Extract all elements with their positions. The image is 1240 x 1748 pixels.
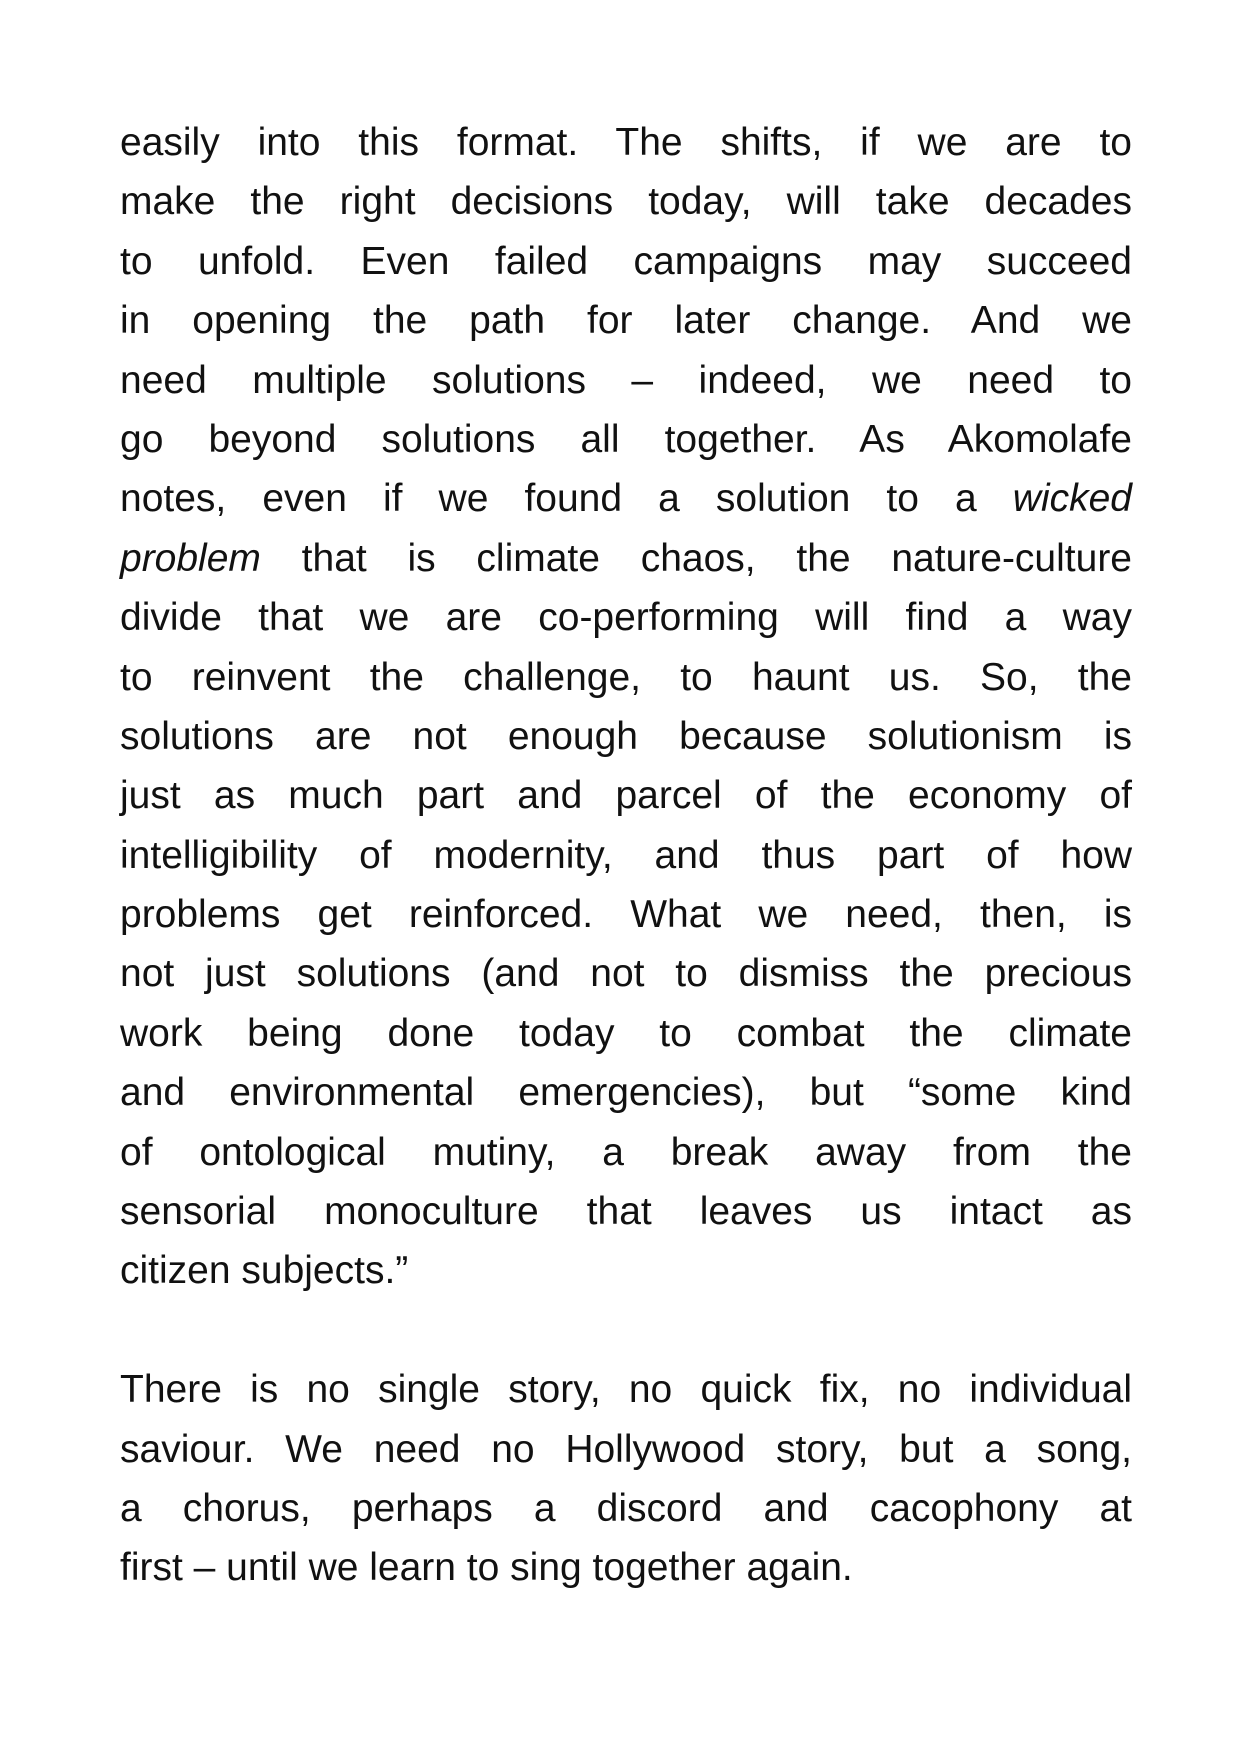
text-line [120,291,1132,350]
body-text [120,113,1132,1598]
text-line [120,1479,1132,1538]
text-line [120,1538,1132,1597]
text-span: in opening the path for later change. And we [120,299,1132,343]
text-span: and environmental emergencies), but “some kind [120,1071,1132,1115]
text-line [120,1360,1132,1419]
text-line [120,1123,1132,1182]
text-span: notes, even if we found a solution to a [120,477,1013,521]
italic-text: problem [120,536,261,580]
text-line [120,172,1132,231]
text-span: intelligibility of modernity, and thus part of how [120,833,1132,877]
text-span: make the right decisions today, will take decades [120,180,1132,224]
text-span: easily into this format. The shifts, if we are to [120,121,1132,164]
text-span: need multiple solutions – indeed, we need to [120,358,1132,402]
text-span: There is no single story, no quick fix, no individual [120,1368,1132,1412]
text-span: not just solutions (and not to dismiss the precious [120,952,1132,996]
text-line [120,588,1132,647]
text-line [120,1420,1132,1479]
text-line [120,648,1132,707]
text-line [120,113,1132,172]
italic-text: wicked [1012,477,1132,521]
text-line [120,707,1132,766]
text-span: divide that we are co-performing will find a way [120,596,1132,640]
text-span: to unfold. Even failed campaigns may succeed [120,239,1132,283]
text-span: go beyond solutions all together. As Akomolafe [120,417,1132,461]
paragraph [120,113,1132,1301]
text-span: to reinvent the challenge, to haunt us. So, the [120,655,1132,699]
text-line [120,1063,1132,1122]
text-line [120,1241,1132,1300]
paragraph [120,1360,1132,1598]
text-line [120,1004,1132,1063]
text-span: saviour. We need no Hollywood story, but a song, [120,1427,1132,1471]
text-span: that is climate chaos, the nature-culture [260,536,1132,580]
text-span: sensorial monoculture that leaves us intact as [120,1190,1132,1234]
text-line [120,826,1132,885]
text-line [120,1182,1132,1241]
text-span: solutions are not enough because solutionism is [120,714,1132,758]
text-line [120,529,1132,588]
paragraph-gap [120,1301,1132,1360]
text-line [120,469,1132,528]
text-span: of ontological mutiny, a break away from the [120,1130,1132,1174]
text-span: problems get reinforced. What we need, then, is [120,893,1132,937]
text-line [120,944,1132,1003]
text-line [120,351,1132,410]
text-span: citizen subjects.” [120,1249,409,1293]
text-span: first – until we learn to sing together again. [120,1546,853,1590]
text-line [120,885,1132,944]
text-line [120,232,1132,291]
text-span: work being done today to combat the climate [120,1011,1132,1055]
text-line [120,410,1132,469]
text-span: just as much part and parcel of the economy of [120,774,1132,818]
text-span: a chorus, perhaps a discord and cacophony at [120,1486,1132,1530]
text-line [120,766,1132,825]
